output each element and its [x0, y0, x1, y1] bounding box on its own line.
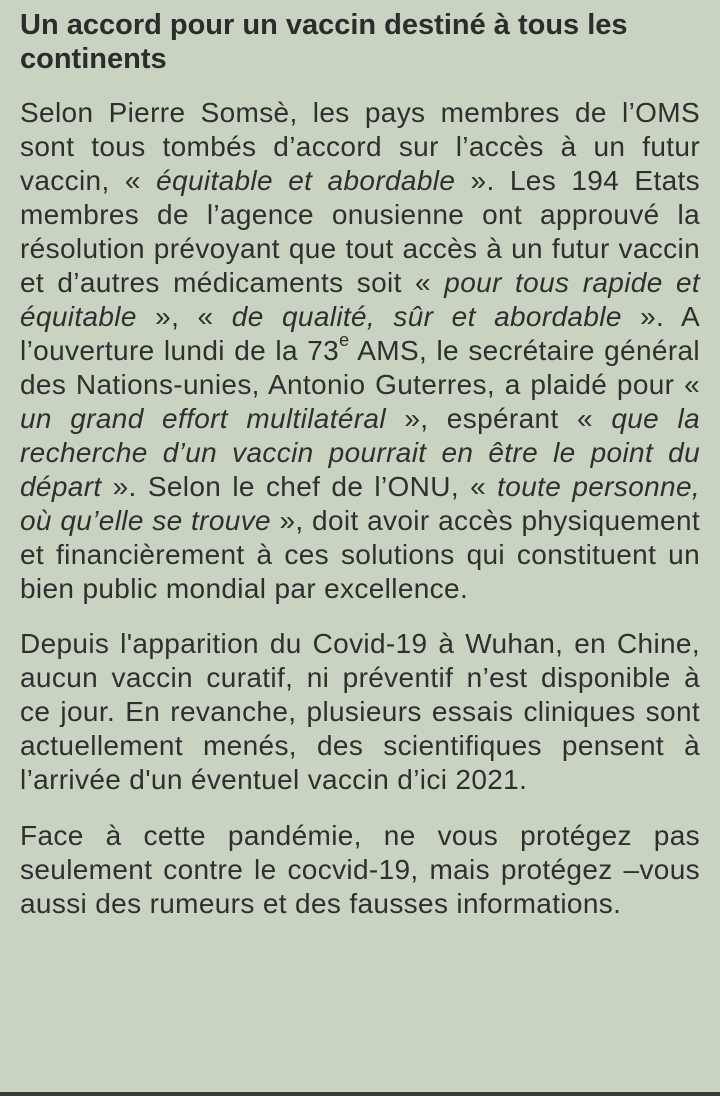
p1-text-8: », doit avoir accès physiquement et financièrement à ces solutions qui constituent un bien public mondial par excellence. [20, 505, 701, 604]
p1-text-1: Selon Pierre Somsè, les pays membres de l’OMS sont tous tombés d’accord sur l’accès à un futur vaccin, « [20, 97, 700, 196]
p1-quote-4: un grand effort multilatéral [20, 403, 386, 434]
p1-quote-3: de qualité, sûr et abordable [231, 301, 622, 332]
paragraph-2: Depuis l'apparition du Covid-19 à Wuhan, en Chine, aucun vaccin curatif, ni préventif n’est disponible à ce jour. En revanche, plusieurs essais cliniques sont actuellement menés, des scientifiques pensent à l’arrivée d'un éventuel vaccin d’ici 2021. [20, 628, 700, 795]
article-heading: Un accord pour un vaccin destiné à tous les continents [20, 9, 628, 75]
p1-quote-5: que la recherche d’un vaccin pourrait en être le point du départ [20, 403, 700, 502]
bottom-divider [0, 1092, 720, 1096]
p1-quote-6: toute personne, où qu’elle se trouve [20, 471, 701, 536]
p1-text-3: », « [136, 301, 232, 332]
p1-text-5: AMS, le secrétaire général des Nations-unies, Antonio Guterres, a plaidé pour « [20, 335, 700, 400]
paragraph-3: Face à cette pandémie, ne vous protégez pas seulement contre le cocvid-19, mais protégez –vous aussi des rumeurs et des fausses informations. [20, 820, 700, 919]
p1-text-6: », espérant « [385, 403, 612, 434]
article [20, 8, 700, 921]
p1-quote-1: équitable et abordable [156, 165, 456, 196]
p1-text-4: ». A l’ouverture lundi de la 73 [20, 301, 700, 366]
ordinal-superscript: e [339, 330, 350, 350]
paragraph-1 [20, 96, 700, 606]
p1-text-2: ». Les 194 Etats membres de l’agence onusienne ont approuvé la résolution prévoyant que tout accès à un futur vaccin et d’autres médicaments soit « [20, 165, 700, 298]
p1-quote-2: pour tous rapide et équitable [20, 267, 700, 332]
p1-text-7: ». Selon le chef de l’ONU, « [101, 471, 498, 502]
